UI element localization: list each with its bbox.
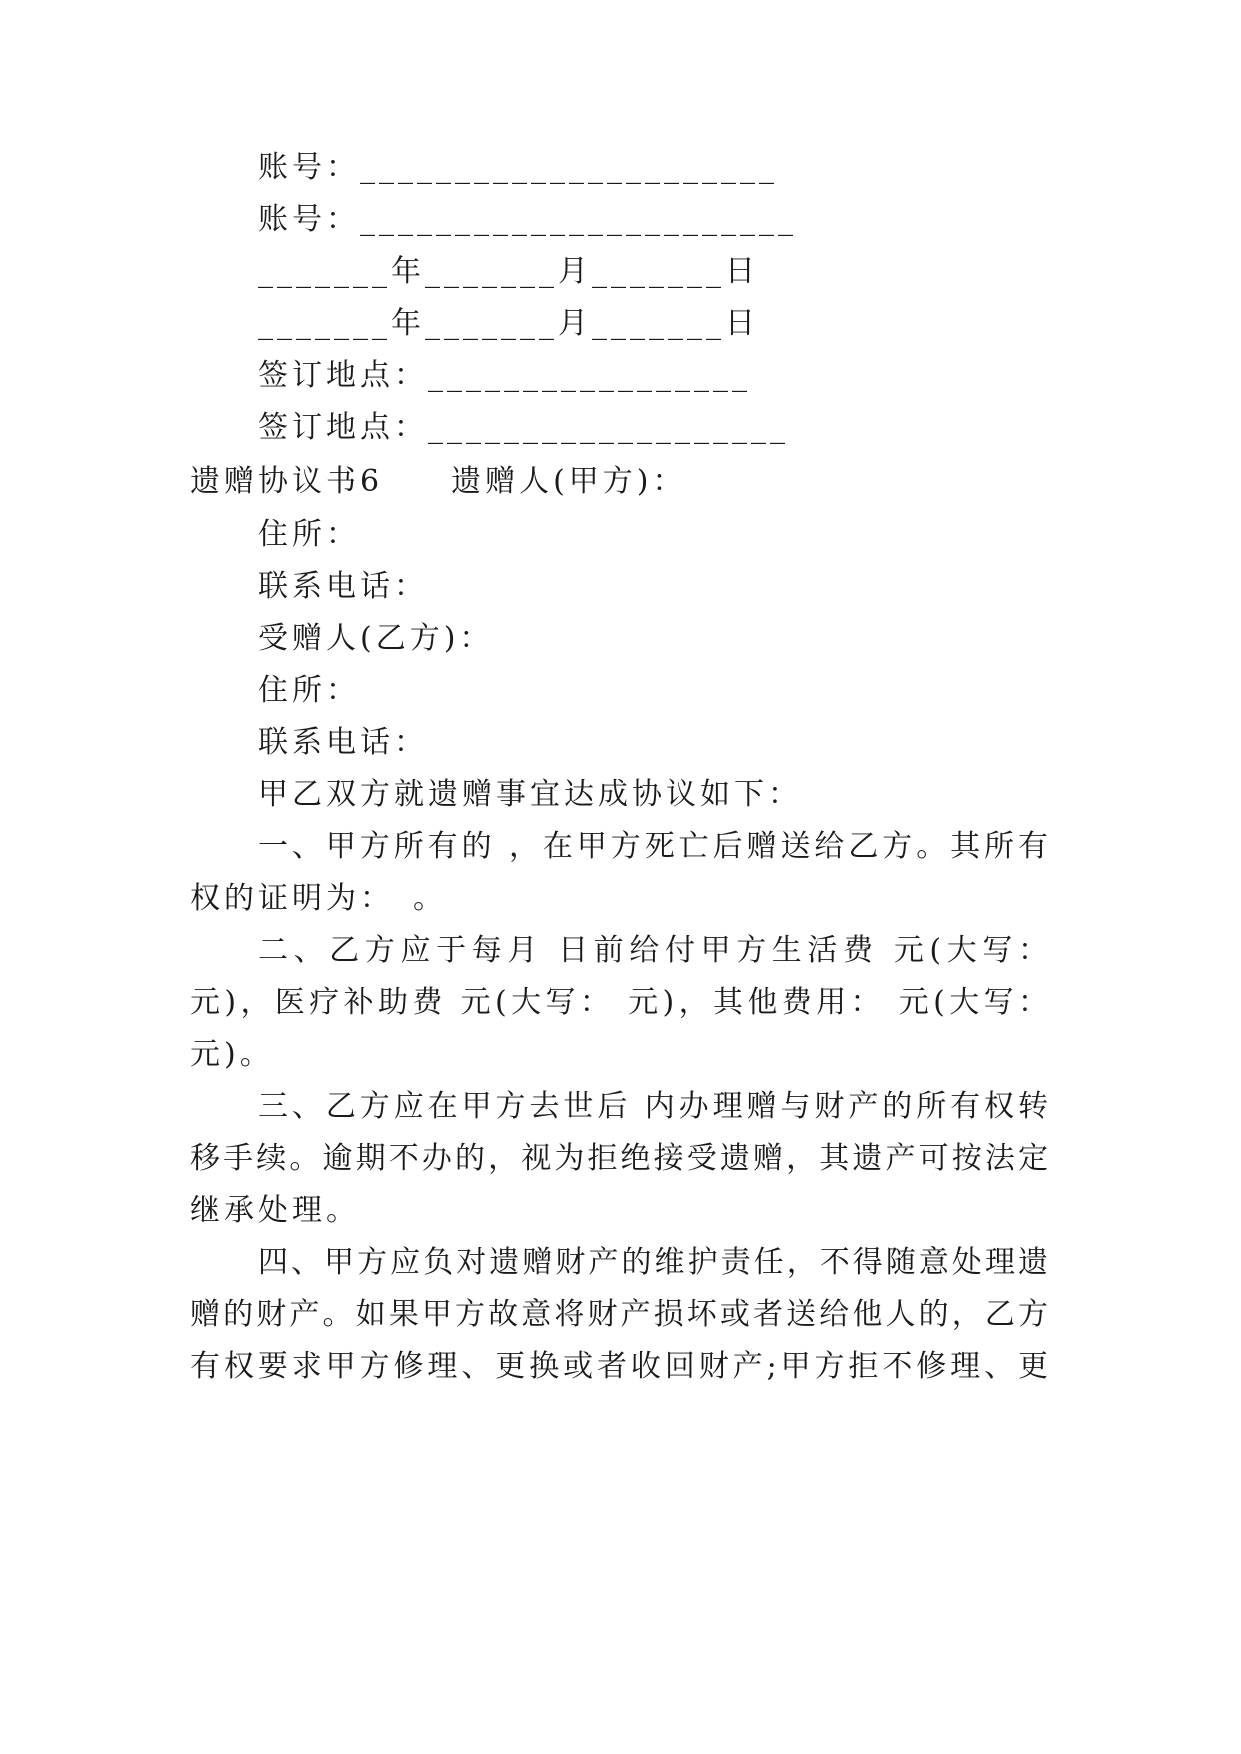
clause-3-line-3: 继承处理。 xyxy=(190,1193,360,1228)
agreement-title: 遗赠协议书6 遗赠人(甲方)： xyxy=(190,464,687,499)
date-line-2: _______年_______月_______日 xyxy=(258,306,759,341)
agreement-intro: 甲乙双方就遗赠事宜达成协议如下： xyxy=(258,777,802,812)
party-a-address: 住所： xyxy=(258,517,360,552)
party-b-phone: 联系电话： xyxy=(258,725,428,760)
party-b-label: 受赠人(乙方)： xyxy=(258,621,494,656)
clause-2-line-2: 元)，医疗补助费 元(大写： 元)，其他费用： 元(大写： xyxy=(190,985,1050,1020)
signing-place-line-1: 签订地点：_________________ xyxy=(258,358,751,393)
party-b-address: 住所： xyxy=(258,673,360,708)
clause-2-line-1: 二、乙方应于每月 日前给付甲方生活费 元(大写： xyxy=(258,933,1050,968)
clause-3-line-2: 移手续。逾期不办的，视为拒绝接受遗赠，其遗产可按法定 xyxy=(190,1141,1050,1176)
party-a-phone: 联系电话： xyxy=(258,569,428,604)
clause-2-line-3: 元)。 xyxy=(190,1037,274,1072)
account-line-2: 账号：_______________________ xyxy=(258,202,797,237)
clause-3-line-1: 三、乙方应在甲方去世后 内办理赠与财产的所有权转 xyxy=(258,1089,1050,1124)
clause-4-line-3: 有权要求甲方修理、更换或者收回财产;甲方拒不修理、更 xyxy=(190,1349,1050,1384)
clause-4-line-2: 赠的财产。如果甲方故意将财产损坏或者送给他人的，乙方 xyxy=(190,1297,1050,1332)
signing-place-line-2: 签订地点：___________________ xyxy=(258,410,789,445)
account-line-1: 账号：______________________ xyxy=(258,150,778,185)
clause-1-line-1: 一、甲方所有的 ，在甲方死亡后赠送给乙方。其所有 xyxy=(258,829,1050,864)
clause-1-line-2: 权的证明为： 。 xyxy=(190,881,447,916)
date-line-1: _______年_______月_______日 xyxy=(258,254,759,289)
clause-4-line-1: 四、甲方应负对遗赠财产的维护责任，不得随意处理遗 xyxy=(258,1245,1050,1280)
